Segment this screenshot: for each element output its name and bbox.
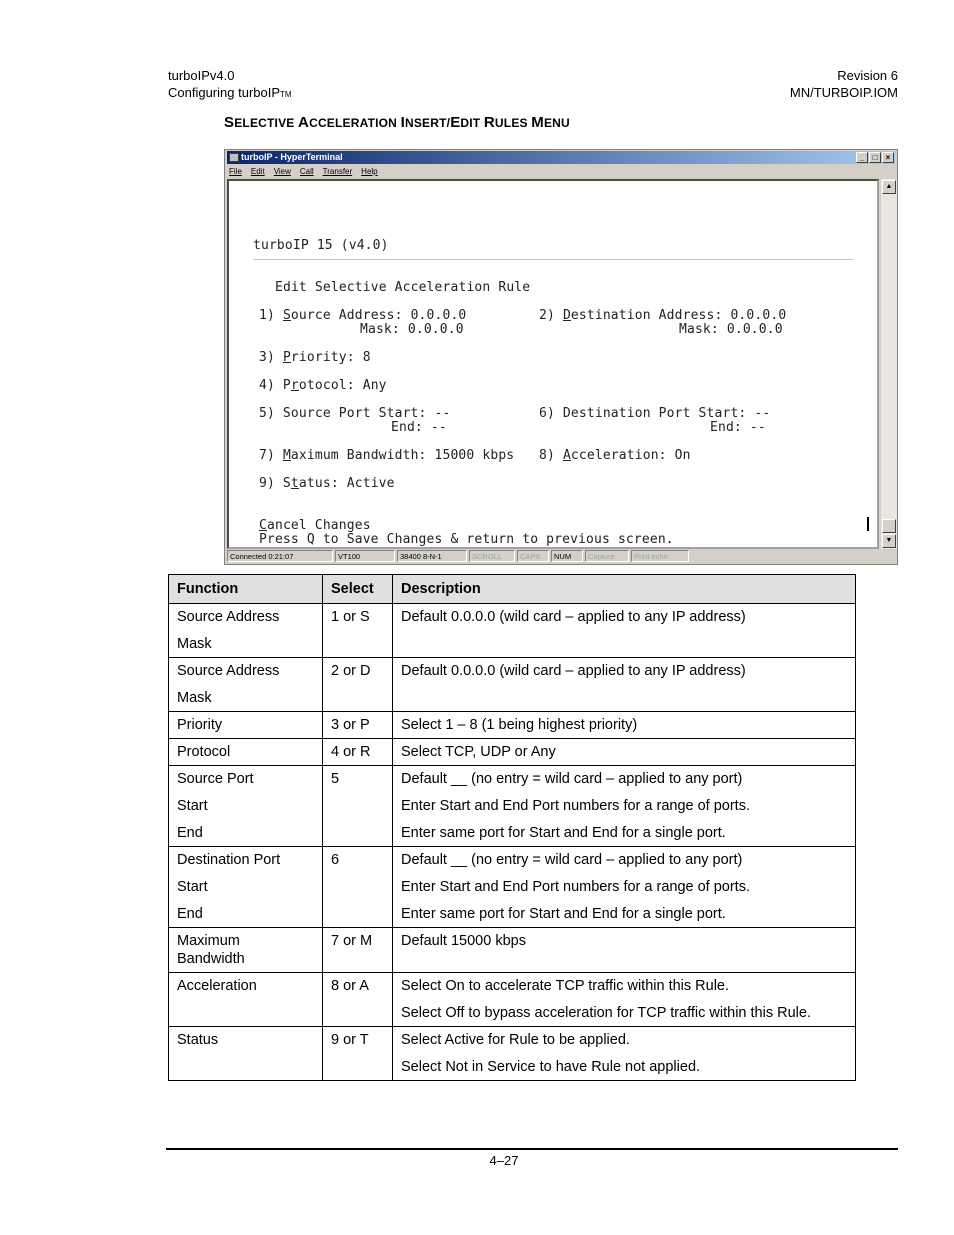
function-cell: Source Port Start End (169, 766, 323, 847)
status-emulation: VT100 (335, 550, 395, 562)
opt-destination-address: 2) Destination Address: 0.0.0.0 (539, 308, 787, 323)
status-bar (227, 550, 895, 563)
table-row (169, 1027, 856, 1081)
table-row (169, 847, 856, 928)
page-number: 4–27 (489, 1153, 519, 1168)
opt-destination-port: 6) Destination Port Start: -- (539, 406, 771, 421)
scroll-down-icon[interactable]: ▼ (882, 534, 896, 548)
source-port-end: End: -- (391, 420, 447, 435)
menu-help[interactable]: Help (361, 167, 378, 176)
doc-header-right (790, 67, 898, 101)
select-cell: 5 (323, 766, 393, 847)
table-row (169, 658, 856, 712)
save-instruction: Press Q to Save Changes & return to previous screen. (259, 532, 674, 547)
select-cell: 9 or T (323, 1027, 393, 1081)
table-row (169, 766, 856, 847)
function-cell: Status (169, 1027, 323, 1081)
select-cell: 3 or P (323, 712, 393, 739)
description-cell: Default 0.0.0.0 (wild card – applied to any IP address) (393, 604, 856, 658)
description-cell: Default __ (no entry = wild card – applied to any port) Enter Start and End Port numbers for a range of ports. Enter same port for Start and End for a single port. (393, 766, 856, 847)
col-select: Select (323, 575, 393, 604)
trademark-mark: TM (280, 90, 292, 99)
description-cell: Default 0.0.0.0 (wild card – applied to any IP address) (393, 658, 856, 712)
chapter-title: Configuring turboIP™ (168, 85, 292, 100)
function-cell: Acceleration (169, 973, 323, 1027)
opt-cancel-changes: Cancel Changes (259, 518, 371, 533)
window-title: turboIP - HyperTerminal (241, 152, 343, 162)
table-row (169, 928, 856, 973)
destination-port-end: End: -- (710, 420, 766, 435)
section-title: SELECTIVE ACCELERATION INSERT/EDIT RULES MENU (224, 114, 570, 131)
status-settings: 38400 8-N-1 (397, 550, 467, 562)
table-header-row (169, 575, 856, 604)
function-table (168, 574, 856, 1081)
terminal-banner: turboIP 15 (v4.0) (253, 238, 389, 253)
maximize-icon[interactable]: □ (869, 152, 881, 163)
table-row (169, 973, 856, 1027)
terminal-screen[interactable] (227, 179, 879, 549)
vertical-scrollbar[interactable] (881, 179, 897, 549)
opt-source-address: 1) Source Address: 0.0.0.0 (259, 308, 467, 323)
document-id: MN/TURBOIP.IOM (789, 85, 898, 100)
select-cell: 7 or M (323, 928, 393, 973)
function-cell: Priority (169, 712, 323, 739)
scroll-thumb[interactable] (882, 519, 896, 533)
menu-call[interactable]: Call (299, 167, 314, 176)
source-mask: Mask: 0.0.0.0 (360, 322, 464, 337)
select-cell: 1 or S (323, 604, 393, 658)
description-cell: Select TCP, UDP or Any (393, 739, 856, 766)
select-cell: 8 or A (323, 973, 393, 1027)
col-description: Description (393, 575, 856, 604)
terminal-divider (253, 259, 853, 260)
close-icon[interactable]: × (882, 152, 894, 163)
opt-status: 9) Status: Active (259, 476, 395, 491)
function-cell: Maximum Bandwidth (169, 928, 323, 973)
description-cell: Default __ (no entry = wild card – applied to any port) Enter Start and End Port numbers for a range of ports. Enter same port for Start and End for a single port. (393, 847, 856, 928)
description-cell: Select On to accelerate TCP traffic within this Rule. Select Off to bypass acceleration for TCP traffic within this Rule. (393, 973, 856, 1027)
table-row (169, 712, 856, 739)
text-cursor (867, 517, 869, 531)
menu-bar (229, 165, 378, 178)
opt-priority: 3) Priority: 8 (259, 350, 371, 365)
opt-protocol: 4) Protocol: Any (259, 378, 387, 393)
select-cell: 2 or D (323, 658, 393, 712)
scroll-up-icon[interactable]: ▲ (882, 180, 896, 194)
terminal-heading: Edit Selective Acceleration Rule (275, 280, 531, 295)
status-capture: Capture (585, 550, 629, 562)
status-caps: CAPS (517, 550, 549, 562)
description-cell: Select 1 – 8 (1 being highest priority) (393, 712, 856, 739)
table-row (169, 604, 856, 658)
doc-header-left (168, 67, 292, 101)
hyperterminal-window (224, 149, 898, 565)
menu-transfer[interactable]: Transfer (322, 167, 353, 176)
product-version: turboIPv4.0 (168, 68, 235, 83)
opt-acceleration: 8) Acceleration: On (539, 448, 691, 463)
status-scroll: SCROLL (469, 550, 515, 562)
function-cell: Destination Port Start End (169, 847, 323, 928)
hyperterminal-app-icon (229, 153, 239, 162)
description-cell: Default 15000 kbps (393, 928, 856, 973)
description-cell: Select Active for Rule to be applied. Select Not in Service to have Rule not applied. (393, 1027, 856, 1081)
window-titlebar[interactable] (227, 151, 895, 164)
destination-mask: Mask: 0.0.0.0 (679, 322, 783, 337)
function-cell: Source Address Mask (169, 604, 323, 658)
minimize-icon[interactable]: _ (856, 152, 868, 163)
function-cell: Source Address Mask (169, 658, 323, 712)
select-cell: 4 or R (323, 739, 393, 766)
menu-file[interactable]: File (229, 167, 242, 176)
menu-view[interactable]: View (273, 167, 291, 176)
col-function: Function (169, 575, 323, 604)
status-connected: Connected 0:21:07 (227, 550, 333, 562)
revision: Revision 6 (837, 68, 898, 83)
footer-divider (166, 1148, 898, 1150)
opt-source-port: 5) Source Port Start: -- (259, 406, 451, 421)
menu-edit[interactable]: Edit (250, 167, 265, 176)
select-cell: 6 (323, 847, 393, 928)
status-num: NUM (551, 550, 583, 562)
status-print-echo: Print echo (631, 550, 689, 562)
function-cell: Protocol (169, 739, 323, 766)
table-row (169, 739, 856, 766)
opt-maximum-bandwidth: 7) Maximum Bandwidth: 15000 kbps (259, 448, 515, 463)
